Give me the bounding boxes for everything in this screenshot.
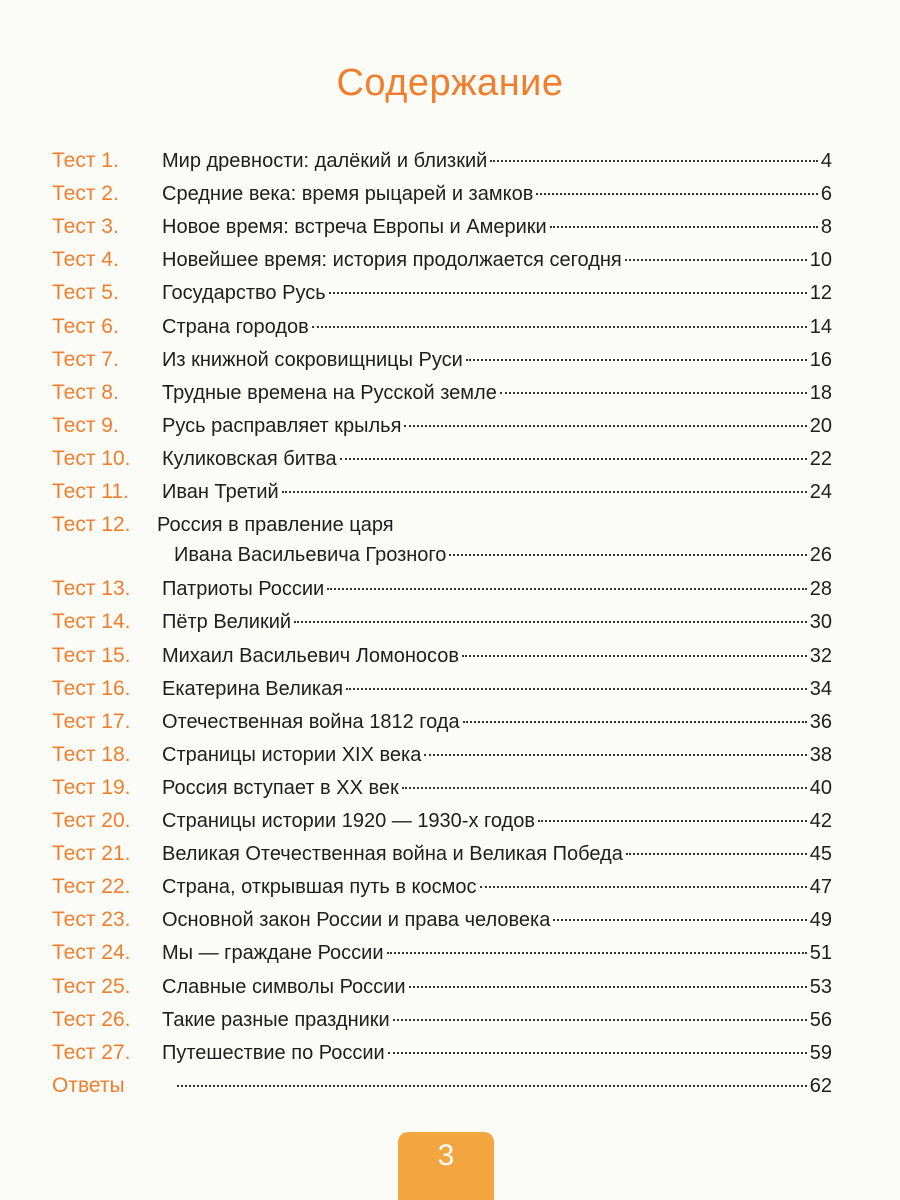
toc-entry-title: Иван Третий bbox=[162, 481, 279, 503]
toc-entry-title: Патриоты России bbox=[162, 578, 325, 601]
toc-entry-title: Страницы истории 1920 — 1930-х годов bbox=[162, 810, 535, 832]
toc-entry-number: Тест 12. bbox=[52, 513, 131, 537]
toc-entry-page: 32 bbox=[809, 644, 832, 667]
toc-entry bbox=[52, 740, 832, 770]
toc-entry-title: Новейшее время: история продолжается сегодня bbox=[162, 249, 622, 272]
toc-entry-title: Пётр Великий bbox=[162, 611, 292, 634]
toc-entry-page: 56 bbox=[809, 1008, 832, 1031]
toc-entry bbox=[52, 444, 832, 474]
toc-entry-title: Средние века: время рыцарей и замков bbox=[162, 183, 534, 206]
toc-entry-page: 45 bbox=[809, 843, 832, 866]
toc-entry bbox=[52, 278, 832, 308]
toc-entry-number: Тест 23. bbox=[52, 908, 131, 932]
toc-leader-dots bbox=[466, 359, 807, 361]
toc-entry-number: Тест 20. bbox=[52, 809, 131, 832]
toc-entry bbox=[52, 212, 832, 242]
toc-entry bbox=[52, 674, 832, 704]
toc-leader-dots bbox=[462, 655, 807, 657]
toc-entry-number: Тест 8. bbox=[52, 380, 119, 404]
toc-leader-dots bbox=[388, 1052, 807, 1054]
toc-leader-dots bbox=[536, 193, 818, 195]
toc-entry-number: Тест 25. bbox=[52, 974, 131, 998]
toc-entry-title: Такие разные праздники bbox=[162, 1008, 390, 1031]
toc-entry-title: Государство Русь bbox=[162, 282, 326, 305]
toc-entry-page: 59 bbox=[809, 1041, 832, 1064]
toc-entry bbox=[52, 312, 832, 342]
toc-entry bbox=[52, 245, 832, 275]
toc-entry-title: Новое время: встреча Европы и Америки bbox=[162, 216, 547, 239]
toc-entry bbox=[52, 641, 832, 671]
toc-entry-title-line1: Россия в правление царя bbox=[157, 514, 394, 537]
toc-entry-page: 24 bbox=[809, 481, 832, 503]
toc-entry bbox=[52, 179, 832, 209]
toc-entry-number: Тест 10. bbox=[52, 446, 131, 470]
toc-entry-number: Тест 15. bbox=[52, 643, 131, 667]
toc-entry bbox=[52, 345, 832, 375]
toc-leader-dots bbox=[480, 886, 807, 888]
toc-entry-number: Тест 2. bbox=[52, 182, 119, 206]
toc-entry-number: Тест 26. bbox=[52, 1007, 131, 1031]
toc-entry bbox=[52, 574, 832, 604]
toc-leader-dots bbox=[177, 1085, 807, 1087]
toc-entry-number: Тест 21. bbox=[52, 842, 131, 866]
toc-leader-dots bbox=[463, 721, 807, 723]
toc-leader-dots bbox=[538, 820, 807, 822]
toc-leader-dots bbox=[404, 425, 806, 427]
toc-entry-title: Великая Отечественная война и Великая Победа bbox=[162, 843, 623, 866]
toc-entry bbox=[52, 146, 832, 176]
toc-entry-title: Русь расправляет крылья bbox=[162, 414, 402, 437]
toc-entry-title: Из книжной сокровищницы Руси bbox=[162, 348, 463, 371]
page-number-tab: 3 bbox=[398, 1132, 494, 1200]
toc-entry-title: Трудные времена на Русской земле bbox=[162, 381, 497, 404]
toc-leader-dots bbox=[393, 1019, 807, 1021]
toc-entry-page: 53 bbox=[809, 975, 832, 998]
toc-leader-dots bbox=[346, 688, 807, 690]
toc-entry-number: Тест 9. bbox=[52, 413, 119, 437]
toc-entry-page: 14 bbox=[809, 315, 832, 338]
toc-entry-number: Тест 7. bbox=[52, 347, 119, 371]
toc-entry-page: 36 bbox=[809, 710, 832, 733]
toc-entry bbox=[52, 938, 832, 968]
toc-leader-dots bbox=[402, 787, 807, 789]
toc-leader-dots bbox=[424, 754, 806, 756]
toc-entry-number: Ответы bbox=[52, 1073, 125, 1097]
toc-entry-page: 28 bbox=[809, 578, 832, 601]
toc-entry-title: Страна городов bbox=[162, 315, 309, 338]
toc-entry-page: 49 bbox=[809, 909, 832, 932]
toc-entry-number: Тест 6. bbox=[52, 314, 119, 338]
toc-entry bbox=[52, 411, 832, 441]
toc-entry bbox=[52, 839, 832, 869]
toc-entry-number: Тест 19. bbox=[52, 775, 131, 799]
toc-entry bbox=[52, 1071, 832, 1101]
toc-entry-number: Тест 14. bbox=[52, 610, 131, 634]
toc-entry-number: Тест 18. bbox=[52, 742, 131, 766]
toc-entry-title: Славные символы России bbox=[162, 975, 406, 998]
toc-entry bbox=[52, 773, 832, 803]
toc-entry-number: Тест 4. bbox=[52, 248, 119, 272]
toc-entry-title: Основной закон России и права человека bbox=[162, 909, 551, 932]
toc-entry-number: Тест 16. bbox=[52, 676, 131, 700]
toc-leader-dots bbox=[449, 554, 806, 556]
toc-entry-title: Россия вступает в XX век bbox=[162, 776, 399, 799]
toc-leader-dots bbox=[387, 952, 807, 954]
toc-entry-page: 6 bbox=[820, 183, 832, 206]
toc-entry-page: 40 bbox=[809, 776, 832, 799]
toc-entry-page: 22 bbox=[809, 447, 832, 470]
toc-entry bbox=[52, 707, 832, 737]
toc-entry-page: 34 bbox=[809, 677, 832, 700]
toc-entry-page: 18 bbox=[809, 381, 832, 404]
toc-entry-page: 12 bbox=[809, 282, 832, 305]
toc-entry-page: 30 bbox=[809, 611, 832, 634]
toc-entry-number: Тест 17. bbox=[52, 709, 131, 733]
toc-leader-dots bbox=[625, 259, 807, 261]
toc-leader-dots bbox=[340, 458, 807, 460]
toc-entry bbox=[52, 806, 832, 836]
toc-leader-dots bbox=[312, 326, 807, 328]
toc-leader-dots bbox=[409, 986, 807, 988]
toc-entry-number: Тест 22. bbox=[52, 875, 131, 899]
toc-entry bbox=[52, 477, 832, 507]
toc-entry-page: 8 bbox=[820, 216, 832, 239]
toc-entry-page: 16 bbox=[809, 348, 832, 371]
toc-leader-dots bbox=[553, 919, 806, 921]
toc-entry-title: Екатерина Великая bbox=[162, 677, 344, 700]
toc-entry bbox=[52, 607, 832, 637]
toc-entry bbox=[52, 972, 832, 1002]
toc-entry-title: Мир древности: далёкий и близкий bbox=[162, 150, 488, 172]
toc-entry-number: Тест 27. bbox=[52, 1040, 131, 1064]
toc-entry bbox=[52, 378, 832, 408]
toc-entry-page: 20 bbox=[809, 414, 832, 437]
toc-entry-page: 4 bbox=[820, 150, 832, 172]
toc-leader-dots bbox=[327, 588, 807, 590]
toc-entry bbox=[52, 872, 832, 902]
toc-entry bbox=[52, 1038, 832, 1068]
toc-leader-dots bbox=[294, 621, 807, 623]
toc-entry-number: Тест 11. bbox=[52, 480, 129, 503]
toc-entry-title: Куликовская битва bbox=[162, 447, 337, 470]
toc-entry-number: Тест 5. bbox=[52, 281, 119, 305]
toc-entry-number: Тест 13. bbox=[52, 577, 131, 601]
toc-entry-page: 62 bbox=[809, 1074, 832, 1097]
toc-entry-page: 42 bbox=[809, 810, 832, 832]
toc-leader-dots bbox=[490, 160, 818, 162]
toc-entry-title: Страницы истории XIX века bbox=[162, 743, 422, 766]
toc-entry-title: Михаил Васильевич Ломоносов bbox=[162, 644, 460, 667]
toc-entry-page: 38 bbox=[809, 743, 832, 766]
toc-entry-number: Тест 3. bbox=[52, 215, 119, 239]
toc-entry-number: Тест 1. bbox=[52, 149, 119, 172]
toc-entry-page: 51 bbox=[809, 942, 832, 965]
toc-entry-title: Ивана Васильевича Грозного bbox=[174, 544, 447, 567]
toc-leader-dots bbox=[500, 392, 807, 394]
toc-leader-dots bbox=[282, 491, 807, 493]
toc-entry bbox=[52, 905, 832, 935]
toc-entry-title: Отечественная война 1812 года bbox=[162, 710, 460, 733]
toc-entry-title: Мы — граждане России bbox=[162, 942, 384, 965]
toc-leader-dots bbox=[329, 292, 807, 294]
toc-leader-dots bbox=[626, 853, 807, 855]
toc-entry-number: Тест 24. bbox=[52, 941, 131, 965]
toc-entry-title: Страна, открывшая путь в космос bbox=[162, 876, 477, 899]
toc-entry bbox=[52, 1005, 832, 1035]
toc-entry-title: Путешествие по России bbox=[162, 1041, 385, 1064]
toc-leader-dots bbox=[550, 226, 818, 228]
toc-entry bbox=[52, 510, 832, 570]
page-title: Содержание bbox=[336, 62, 564, 104]
toc-entry-page: 47 bbox=[809, 876, 832, 899]
toc-entry-page: 10 bbox=[809, 249, 832, 272]
toc-entry-page: 26 bbox=[809, 544, 832, 567]
